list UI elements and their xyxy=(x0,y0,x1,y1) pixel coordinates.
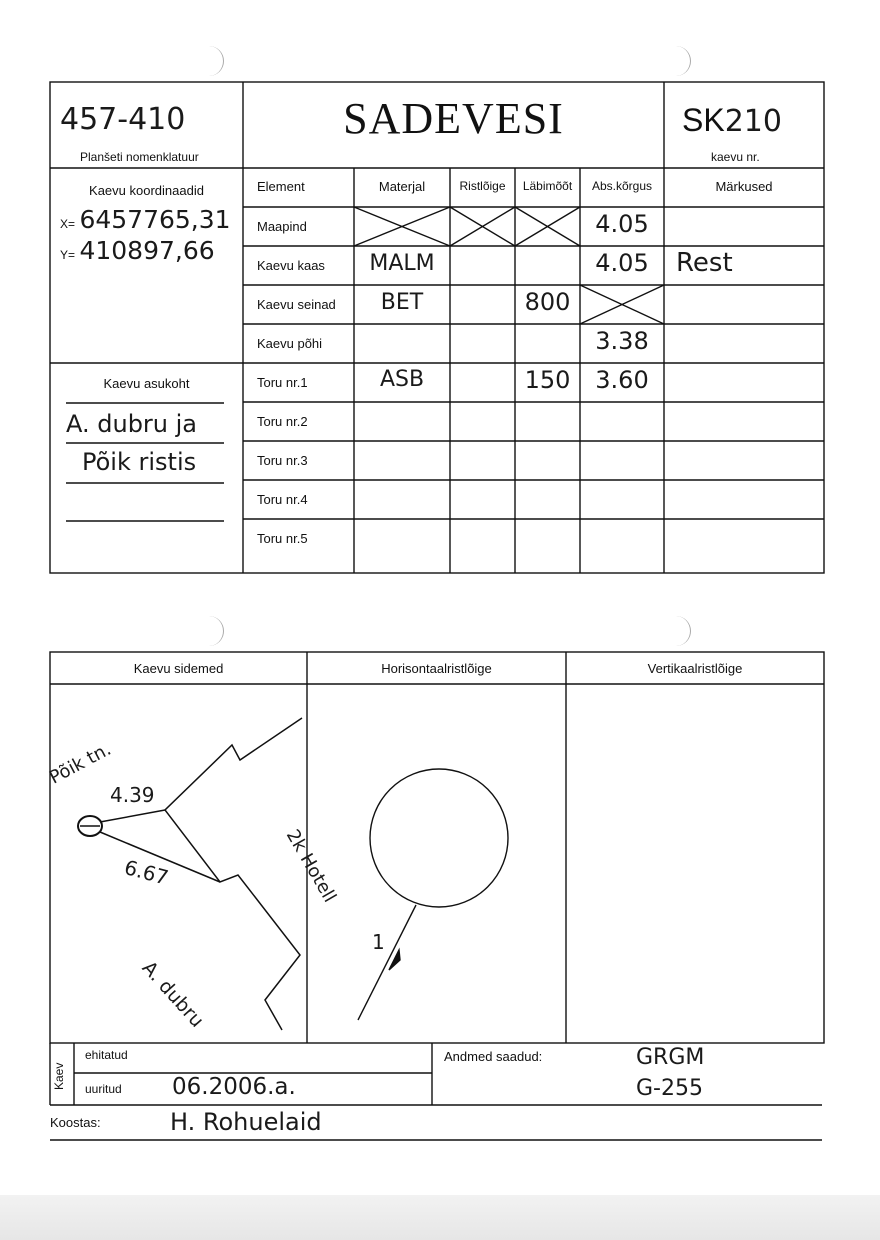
data-source-value-1: GRGM xyxy=(636,1045,705,1070)
ties-building-label: 2k Hotell xyxy=(281,826,341,907)
header-material: Materjal xyxy=(378,179,426,194)
ties-distance-2: 6.67 xyxy=(121,855,172,890)
ties-street-label: Põik tn. xyxy=(46,738,115,789)
coord-x-value: 6457765,31 xyxy=(79,205,231,234)
location-line-2: Põik ristis xyxy=(82,448,197,476)
row-element: Kaevu seinad xyxy=(257,297,336,312)
well-number xyxy=(682,102,782,139)
row-element: Toru nr.3 xyxy=(257,453,308,468)
kaev-label: Kaev xyxy=(52,1062,66,1090)
data-source-value-2: G-255 xyxy=(636,1076,703,1101)
row-element: Toru nr.4 xyxy=(257,492,308,507)
ties-header: Kaevu sidemed xyxy=(133,661,224,676)
author-label: Koostas: xyxy=(50,1115,101,1130)
vertical-section-header: Vertikaalristlõige xyxy=(647,661,743,676)
location-label: Kaevu asukoht xyxy=(103,376,190,391)
elevation-ground: 4.05 xyxy=(595,210,649,238)
header-remarks: Märkused xyxy=(715,179,773,194)
header-element: Element xyxy=(257,179,305,194)
scan-bottom-band xyxy=(0,1195,880,1240)
well-number-value: 210 xyxy=(724,104,782,139)
surveyed-value: 06.2006.a. xyxy=(172,1074,296,1100)
ties-street-2-label: A. dubru xyxy=(137,957,209,1032)
ties-distance-1: 4.39 xyxy=(110,783,155,807)
coord-x-label: X= xyxy=(60,217,76,231)
built-label: ehitatud xyxy=(85,1048,128,1062)
coords-label: Kaevu koordinaadid xyxy=(89,183,204,198)
form-title: SADEVESI xyxy=(343,94,564,143)
row-element: Toru nr.1 xyxy=(257,375,308,390)
row-element: Kaevu kaas xyxy=(257,258,325,273)
horizontal-section-header: Horisontaalristlõige xyxy=(381,661,492,676)
material-cover: MALM xyxy=(369,251,435,276)
elevation-pipe-1: 3.60 xyxy=(595,366,649,394)
row-element: Maapind xyxy=(257,219,307,234)
author-value: H. Rohuelaid xyxy=(170,1108,322,1136)
row-element: Toru nr.5 xyxy=(257,531,308,546)
surveyed-label: uuritud xyxy=(85,1082,122,1096)
well-number-prefix: SK xyxy=(682,102,725,138)
map-sheet-label: Planšeti nomenklatuur xyxy=(80,150,199,164)
material-walls: BET xyxy=(380,290,424,315)
row-element: Kaevu põhi xyxy=(257,336,323,351)
well-number-label: kaevu nr. xyxy=(711,150,760,164)
pipe-number-label: 1 xyxy=(372,930,385,954)
row-element: Toru nr.2 xyxy=(257,414,308,429)
data-source-label: Andmed saadud: xyxy=(444,1049,543,1064)
remarks-cover: Rest xyxy=(676,248,733,278)
coord-y-label: Y= xyxy=(60,248,76,262)
header-cross-section: Ristlõige xyxy=(459,179,506,193)
material-pipe-1: ASB xyxy=(379,367,425,392)
header-diameter: Läbimõõt xyxy=(522,179,573,193)
elevation-bottom: 3.38 xyxy=(595,327,649,355)
well-symbol xyxy=(78,816,102,836)
location-line-1: A. dubru ja xyxy=(66,410,198,438)
header-elevation: Abs.kõrgus xyxy=(591,179,653,193)
diameter-walls: 800 xyxy=(524,288,571,316)
horizontal-section-drawing xyxy=(358,769,508,1020)
map-sheet-value: 457-410 xyxy=(60,102,186,137)
coord-x xyxy=(60,205,231,234)
coord-y xyxy=(60,236,215,265)
coord-y-value: 410897,66 xyxy=(79,236,215,265)
elevation-cover: 4.05 xyxy=(595,249,649,277)
diameter-pipe-1: 150 xyxy=(524,366,571,394)
